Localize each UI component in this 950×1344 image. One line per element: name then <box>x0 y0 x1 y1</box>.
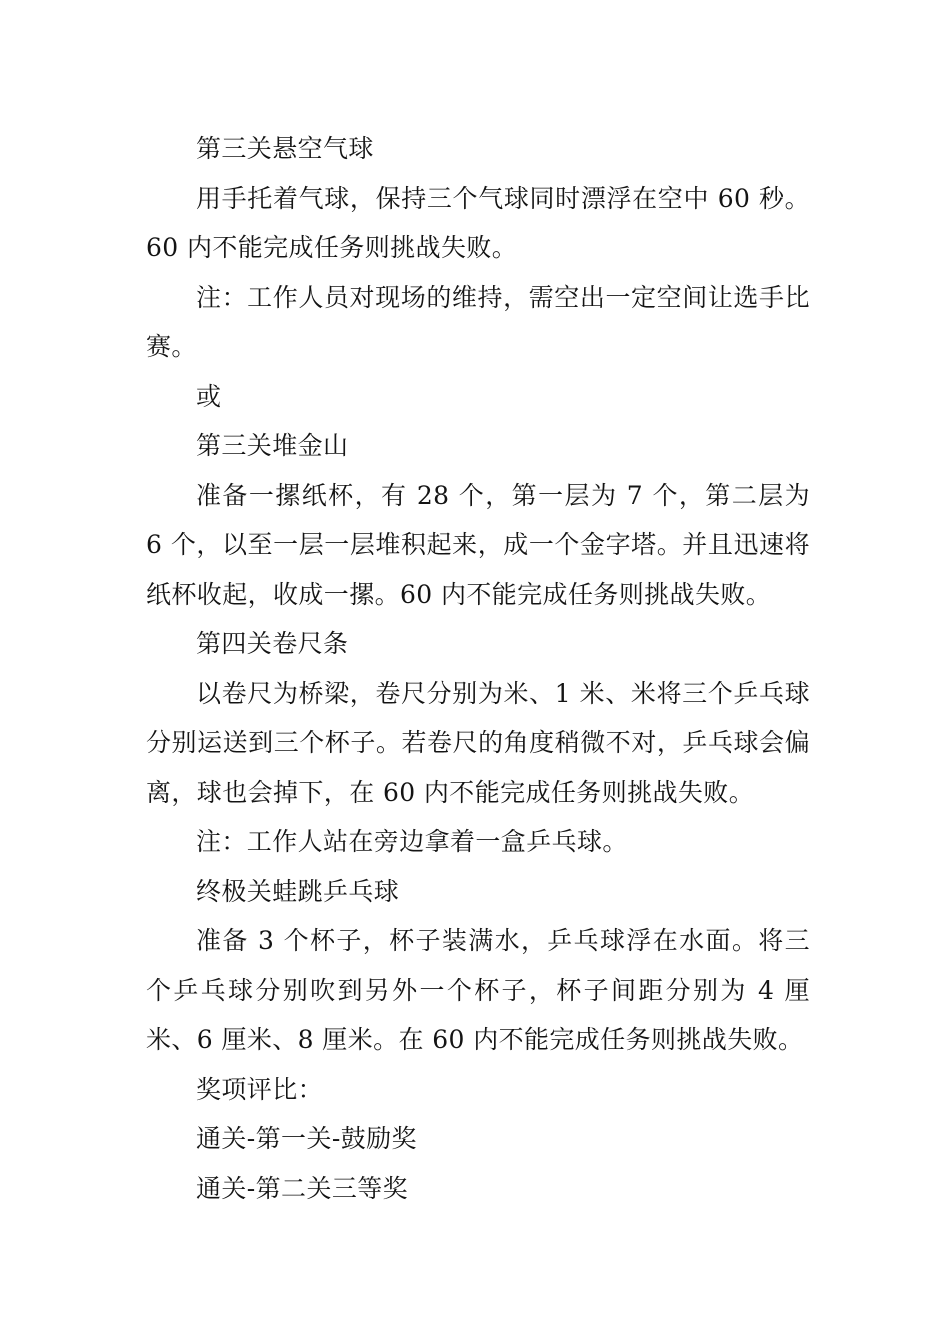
paragraph-tape-measure-rules: 以卷尺为桥梁，卷尺分别为米、1 米、米将三个乒乓球分别运送到三个杯子。若卷尺的角度稍微不对，乒乓球会偏离，球也会掉下，在 60 内不能完成任务则挑战失败。 <box>146 678 810 807</box>
award-item-encouragement: 通关-第一关-鼓励奖 <box>196 1124 417 1153</box>
paragraph-gold-mountain-rules: 准备一摞纸杯，有 28 个，第一层为 7 个，第二层为 6 个，以至一层一层堆积起来，成一个金字塔。并且迅速将纸杯收起，收成一摞。60 内不能完成任务则挑战失败。 <box>146 480 810 609</box>
heading-level3-gold-mountain: 第三关堆金山 <box>196 431 349 460</box>
paragraph-balloon-rules: 用手托着气球，保持三个气球同时漂浮在空中 60 秒。60 内不能完成任务则挑战失败。 <box>146 183 810 262</box>
paragraph-balloon-note: 注：工作人员对现场的维持，需空出一定空间让选手比赛。 <box>146 282 810 361</box>
award-item-third-prize: 通关-第二关三等奖 <box>196 1173 409 1203</box>
heading-level4-tape-measure: 第四关卷尺条 <box>196 629 349 658</box>
paragraph-tape-measure-note: 注：工作人站在旁边拿着一盒乒乓球。 <box>196 827 628 856</box>
document-body <box>146 124 810 1213</box>
paragraph-or: 或 <box>196 381 222 411</box>
heading-final-level-frog-jump: 终极关蛙跳乒乓球 <box>196 876 400 906</box>
heading-level3-balloon: 第三关悬空气球 <box>196 134 374 163</box>
heading-awards: 奖项评比： <box>196 1074 324 1104</box>
paragraph-frog-jump-rules: 准备 3 个杯子，杯子装满水，乒乓球浮在水面。将三个乒乓球分别吹到另外一个杯子，杯子间距分别为 4 厘米、6 厘米、8 厘米。在 60 内不能完成任务则挑战失败。 <box>146 926 810 1054</box>
